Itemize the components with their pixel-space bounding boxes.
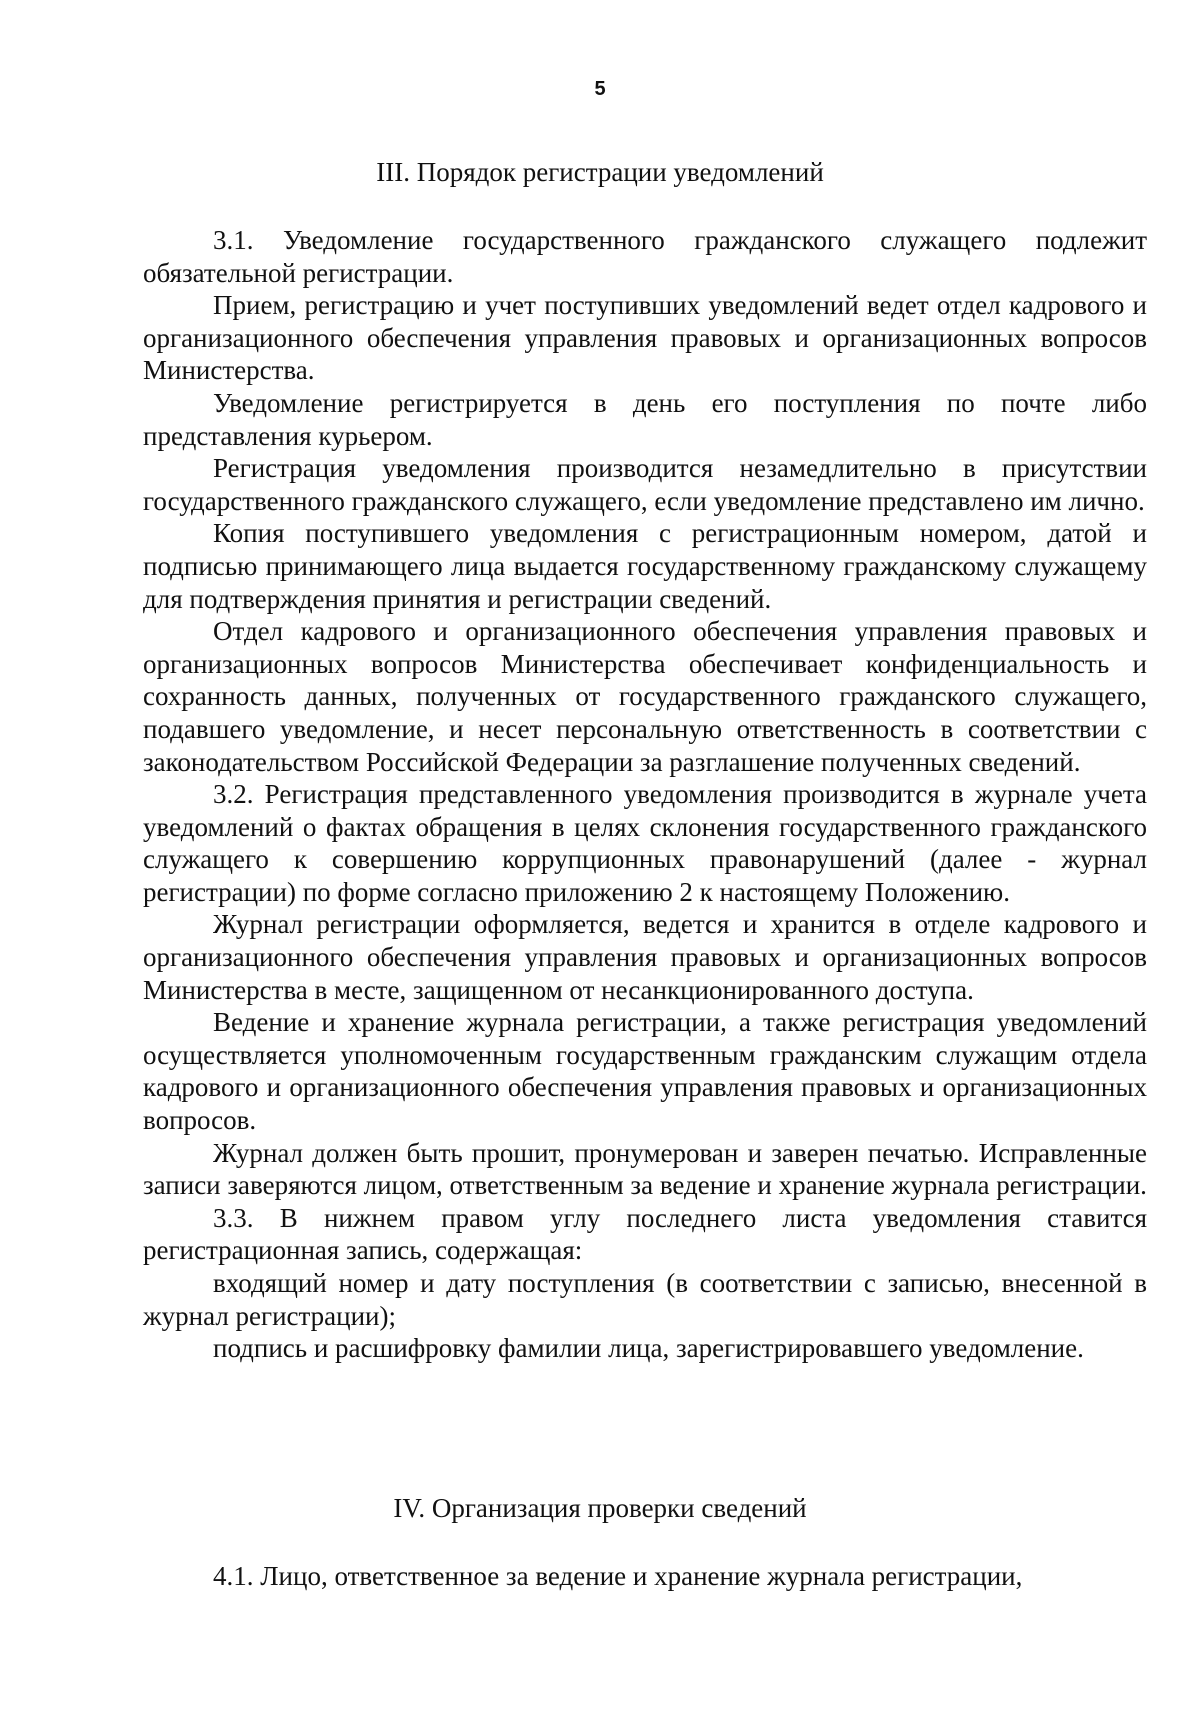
paragraph-4-1: 4.1. Лицо, ответственное за ведение и хранение журнала регистрации, <box>213 1561 1023 1591</box>
paragraph-3-1: 3.1. Уведомление государственного гражданского служащего подлежит обязательной регистрации. <box>143 225 1147 288</box>
paragraph-journal-keeping: Ведение и хранение журнала регистрации, а также регистрация уведомлений осуществляется уполномоченным государственным гражданским служащим отдела кадрового и организационного обеспечения управления правовых и организационных вопросов. <box>143 1007 1147 1136</box>
section-3-heading: III. Порядок регистрации уведомлений <box>376 157 824 187</box>
section-3-body <box>143 224 1147 1365</box>
paragraph-registration-day: Уведомление регистрируется в день его поступления по почте либо представления курьером. <box>143 387 1147 451</box>
paragraph-journal-storage: Журнал регистрации оформляется, ведется и хранится в отделе кадрового и организационного обеспечения управления правовых и организационных вопросов Министерства в месте, защищенном от несанкционированного доступа. <box>143 909 1147 1005</box>
section-4-body <box>143 1560 1147 1593</box>
paragraph-signature: подпись и расшифровку фамилии лица, зарегистрировавшего уведомление. <box>213 1333 1084 1364</box>
page-number: 5 <box>594 78 606 100</box>
paragraph-registration-presence: Регистрация уведомления производится незамедлительно в присутствии государственного гражданского служащего, если уведомление представлено им лично. <box>143 453 1147 516</box>
section-4-heading: IV. Организация проверки сведений <box>393 1493 807 1523</box>
paragraph-3-3: 3.3. В нижнем правом углу последнего листа уведомления ставится регистрационная запись, содержащая: <box>143 1202 1147 1266</box>
paragraph-3-2: 3.2. Регистрация представленного уведомления производится в журнале учета уведомлений о фактах обращения в целях склонения государственного гражданского служащего к совершению коррупционных правонарушений (далее - журнал регистрации) по форме согласно приложению 2 к настоящему Положению. <box>143 779 1147 907</box>
paragraph-journal-sealed: Журнал должен быть прошит, пронумерован и заверен печатью. Исправленные записи заверяются лицом, ответственным за ведение и хранение журнала регистрации. <box>143 1137 1147 1201</box>
paragraph-confidentiality: Отдел кадрового и организационного обеспечения управления правовых и организационных вопросов Министерства обеспечивает конфиденциальность и сохранность данных, полученных от государственного гражданского служащего, подавшего уведомление, и несет персональную ответственность в соответствии с законодательством Российской Федерации за разглашение полученных сведений. <box>143 616 1147 777</box>
paragraph-incoming-number: входящий номер и дату поступления (в соответствии с записью, внесенной в журнал регистрации); <box>143 1268 1147 1331</box>
paragraph-copy-issued: Копия поступившего уведомления с регистрационным номером, датой и подписью принимающего лица выдается государственному гражданскому служащему для подтверждения принятия и регистрации сведений. <box>143 518 1147 614</box>
paragraph-reception: Прием, регистрацию и учет поступивших уведомлений ведет отдел кадрового и организационного обеспечения управления правовых и организационных вопросов Министерства. <box>143 290 1147 386</box>
